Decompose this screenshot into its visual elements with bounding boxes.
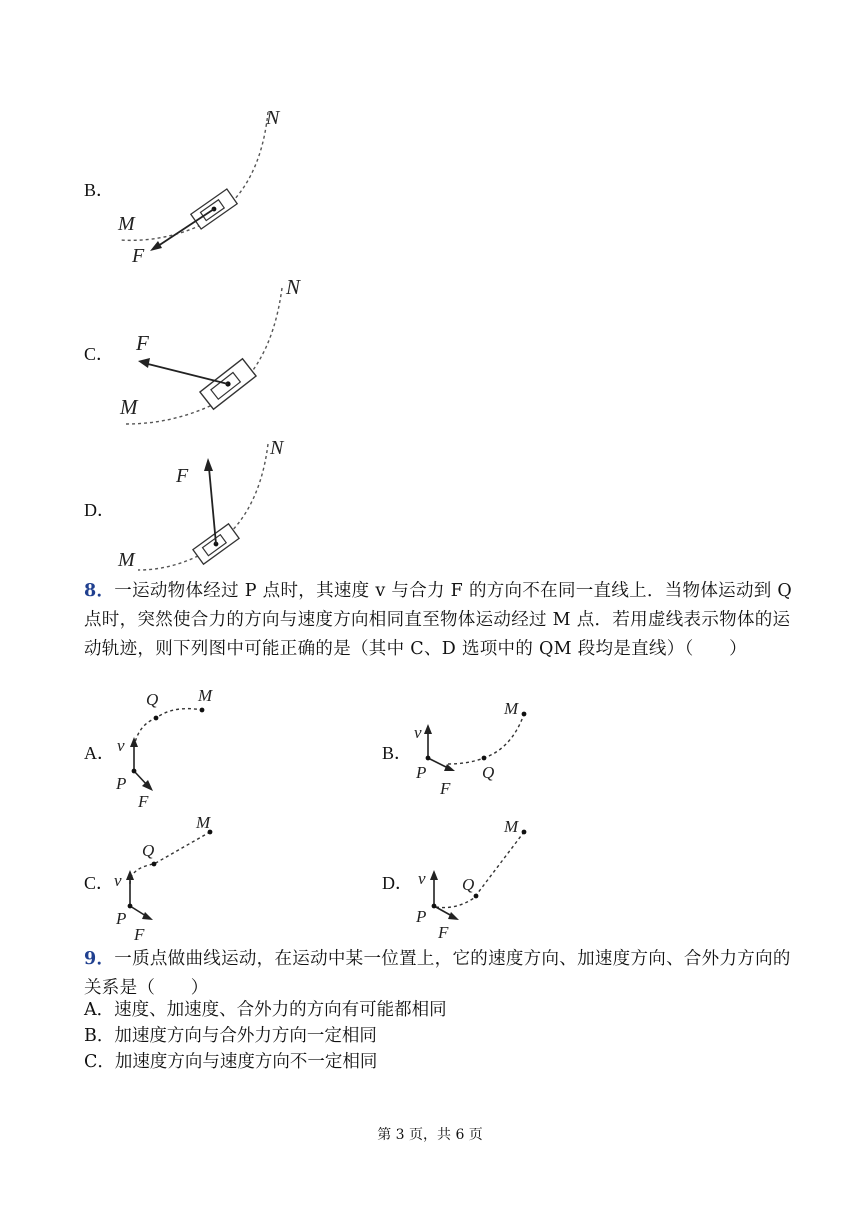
figure-7b bbox=[110, 100, 310, 270]
label-f: F bbox=[176, 465, 189, 487]
label-q: Q bbox=[146, 690, 159, 709]
label-m: M bbox=[118, 549, 135, 571]
q9-option-b: B．加速度方向与合外力方向一定相同 bbox=[84, 1026, 377, 1046]
option-c-letter: C． bbox=[84, 344, 115, 364]
label-v: v bbox=[418, 869, 426, 888]
label-m: M bbox=[198, 686, 213, 705]
label-n: N bbox=[270, 437, 284, 459]
label-q: Q bbox=[482, 763, 495, 782]
page-footer: 第 3 页，共 6 页 bbox=[377, 1127, 483, 1143]
option-b-letter: B． bbox=[84, 180, 115, 200]
q9-option-c: C．加速度方向与速度方向不一定相同 bbox=[84, 1052, 378, 1072]
label-n: N bbox=[286, 275, 301, 299]
label-p: P bbox=[116, 909, 127, 928]
option-d-letter: D． bbox=[84, 500, 115, 520]
figure-8a bbox=[108, 683, 228, 813]
figure-7c bbox=[110, 268, 330, 438]
label-m: M bbox=[504, 817, 519, 836]
label-m: M bbox=[120, 395, 138, 419]
label-n: N bbox=[266, 107, 280, 129]
label-q: Q bbox=[462, 875, 475, 894]
label-f: F bbox=[132, 245, 145, 267]
label-f: F bbox=[138, 792, 149, 811]
label-m: M bbox=[504, 699, 519, 718]
question-9-text: 一质点做曲线运动，在运动中某一位置上，它的速度方向、加速度方向、合外力方向的关系是（ ） bbox=[84, 949, 791, 998]
label-m: M bbox=[118, 213, 135, 235]
q8-option-c-letter: C． bbox=[84, 873, 115, 893]
question-8-number: 8． bbox=[84, 581, 115, 601]
question-9-number: 9． bbox=[84, 949, 115, 969]
label-p: P bbox=[416, 763, 427, 782]
label-f: F bbox=[134, 925, 145, 942]
label-v: v bbox=[117, 736, 125, 755]
label-m: M bbox=[196, 813, 211, 832]
label-p: P bbox=[416, 907, 427, 926]
label-f: F bbox=[440, 779, 451, 798]
q8-option-b-letter: B． bbox=[382, 743, 413, 763]
figure-7d bbox=[110, 430, 310, 575]
question-8-text: 一运动物体经过 P 点时，其速度 v 与合力 F 的方向不在同一直线上．当物体运动到 Q 点时，突然使合力的方向与速度方向相同直至物体运动经过 M 点．若用虚线表示物体的运动轨迹，则下列图中可能正确的是（其中 C、D 选项中的 QM 段均是直线）（ ） bbox=[84, 581, 793, 659]
label-v: v bbox=[414, 723, 422, 742]
label-f: F bbox=[136, 331, 149, 355]
label-f: F bbox=[438, 923, 449, 942]
q8-option-d-letter: D． bbox=[382, 873, 413, 893]
label-q: Q bbox=[142, 841, 155, 860]
figure-8b bbox=[408, 690, 548, 810]
figure-8c bbox=[108, 812, 228, 942]
figure-8d bbox=[408, 812, 548, 942]
q8-option-a-letter: A． bbox=[84, 743, 115, 763]
q9-option-a: A．速度、加速度、合外力的方向有可能都相同 bbox=[84, 1000, 447, 1020]
question-9 bbox=[84, 945, 804, 1003]
label-p: P bbox=[116, 774, 127, 793]
question-8 bbox=[84, 577, 804, 664]
label-v: v bbox=[114, 871, 122, 890]
